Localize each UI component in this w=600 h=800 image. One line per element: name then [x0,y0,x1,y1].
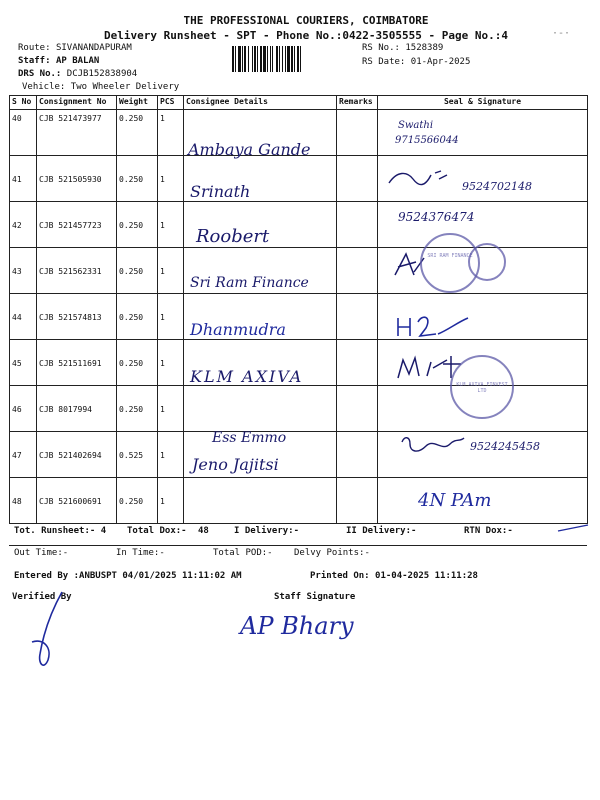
ii-delivery: II Delivery:- [346,526,417,536]
r47-signature-icon [398,432,468,462]
rs-no-line [362,43,443,53]
row-weight: 0.250 [117,110,158,156]
hw-r40-name: Ambaya Gande [188,140,311,159]
header-weight: Weight [117,96,158,110]
stamp1-text: SRI RAM FINANCE [427,253,473,259]
row-seal-signature [378,202,588,248]
table-header-row [10,96,588,110]
row-pcs: 1 [158,156,184,202]
drs-line [18,69,137,79]
row-weight: 0.250 [117,248,158,294]
row-pcs: 1 [158,202,184,248]
staff-signature-label: Staff Signature [274,592,356,602]
entered-by: Entered By :ANBUSPT 04/01/2025 11:11:02 AM [14,571,242,581]
row-remarks [337,340,378,386]
rs-no-value: 1528389 [405,43,444,53]
row-sno: 46 [10,386,37,432]
hw-r42-phone: 9524376474 [398,210,475,224]
row-remarks [337,156,378,202]
in-time: In Time:- [116,548,165,558]
hw-r43-name: Sri Ram Finance [190,275,309,291]
staff-label: Staff: [18,56,51,66]
header-seal-signature: Seal & Signature [378,96,588,110]
row-pcs: 1 [158,110,184,156]
hw-r48-sig: 4N PAm [418,490,492,511]
total-pod: Total POD:- [213,548,273,558]
hw-staff-sig: AP Bhary [240,612,354,640]
runsheet-subtitle: Delivery Runsheet - SPT - Phone No.:0422-3505555 - Page No.:4 [104,29,508,42]
table-row [10,432,588,478]
hw-r45-name: KLM AXIVA [190,367,304,386]
row-weight: 0.250 [117,156,158,202]
row-weight: 0.250 [117,340,158,386]
row-remarks [337,478,378,524]
row-consignment-no: CJB 521562331 [37,248,117,294]
rs-no-label: RS No.: [362,43,400,53]
row-pcs: 1 [158,340,184,386]
route-label: Route: [18,43,51,53]
row-sno: 40 [10,110,37,156]
out-time: Out Time:- [14,548,69,558]
row-weight: 0.250 [117,386,158,432]
hw-r47-name1: Ess Emmo [212,430,287,446]
header-pcs: PCS [158,96,184,110]
total-dox-value: 48 [198,526,209,536]
row-weight: 0.250 [117,294,158,340]
hw-r44-name: Dhanmudra [190,320,286,339]
tot-runsheet: Tot. Runsheet:- 4 [14,526,107,536]
hw-r41-phone: 9524702148 [462,180,532,193]
stamp-small [468,243,506,281]
row-sno: 43 [10,248,37,294]
hw-r40-phone: 9715566044 [395,135,459,146]
row-sno: 42 [10,202,37,248]
row-weight: 0.250 [117,478,158,524]
stamp-klm-axiva [450,355,514,419]
row-pcs: 1 [158,294,184,340]
row-consignment-no: CJB 521473977 [37,110,117,156]
hw-r40-sig: Swathi [398,120,434,131]
stamp2-text: KLM AXIVA FINVEST LTD [456,382,508,394]
drs-value: DCJB152838904 [66,69,138,79]
rtn-dox: RTN Dox:- [464,526,513,536]
table-row [10,294,588,340]
row-pcs: 1 [158,248,184,294]
runsheet-table [9,95,588,524]
barcode [232,46,356,72]
footer-divider [9,545,587,546]
header-consignment-no: Consignment No [37,96,117,110]
row-pcs: 1 [158,386,184,432]
row-consignment-no: CJB 521574813 [37,294,117,340]
delvy-points: Delvy Points:- [294,548,370,558]
row-weight: 0.525 [117,432,158,478]
corner-marks-icon: ·‑· [552,28,571,39]
header-remarks: Remarks [337,96,378,110]
hw-r41-name: Srinath [190,182,251,201]
row-consignment-no: CJB 521505930 [37,156,117,202]
verifier-signature-icon [28,590,68,672]
vehicle-value: Two Wheeler Delivery [70,82,180,92]
row-consignment-no: CJB 521511691 [37,340,117,386]
printed-on: Printed On: 01-04-2025 11:11:28 [310,571,478,581]
rs-date-value: 01-Apr-2025 [410,57,471,67]
header-consignee-details: Consignee Details [184,96,337,110]
row-consignee-details [184,478,337,524]
r44-signature-icon [392,312,472,342]
row-remarks [337,432,378,478]
row-consignment-no: CJB 521457723 [37,202,117,248]
rs-date-line [362,57,470,67]
route-line [18,43,132,53]
table-row [10,202,588,248]
row-pcs: 1 [158,432,184,478]
row-sno: 41 [10,156,37,202]
table-row [10,156,588,202]
rs-date-label: RS Date: [362,57,406,67]
row-sno: 48 [10,478,37,524]
staff-line [18,56,99,66]
row-weight: 0.250 [117,202,158,248]
row-pcs: 1 [158,478,184,524]
drs-label: DRS No.: [18,69,62,79]
row-sno: 45 [10,340,37,386]
vehicle-line [22,82,179,92]
hw-r47-name2: Jeno Jajitsi [192,455,279,474]
row-consignee-details [184,386,337,432]
company-title: THE PROFESSIONAL COURIERS, COIMBATORE [183,14,429,27]
r48-tail-icon [556,523,590,533]
row-remarks [337,294,378,340]
total-dox-label: Total Dox:- [127,526,187,536]
staff-value: AP BALAN [55,56,100,66]
row-remarks [337,110,378,156]
header-sno: S No [10,96,37,110]
row-consignment-no: CJB 8017994 [37,386,117,432]
row-seal-signature [378,110,588,156]
verified-by: Verified By [12,592,72,602]
route-value: SIVANANDAPURAM [55,43,132,53]
row-consignment-no: CJB 521402694 [37,432,117,478]
hw-r47-phone: 9524245458 [470,440,540,453]
row-consignment-no: CJB 521600691 [37,478,117,524]
i-delivery: I Delivery:- [234,526,300,536]
r41-signature-icon [385,165,460,193]
row-remarks [337,202,378,248]
hw-r42-name: Roobert [196,226,270,247]
row-sno: 44 [10,294,37,340]
vehicle-label: Vehicle: [22,82,66,92]
row-remarks [337,248,378,294]
row-sno: 47 [10,432,37,478]
table-row [10,478,588,524]
row-remarks [337,386,378,432]
